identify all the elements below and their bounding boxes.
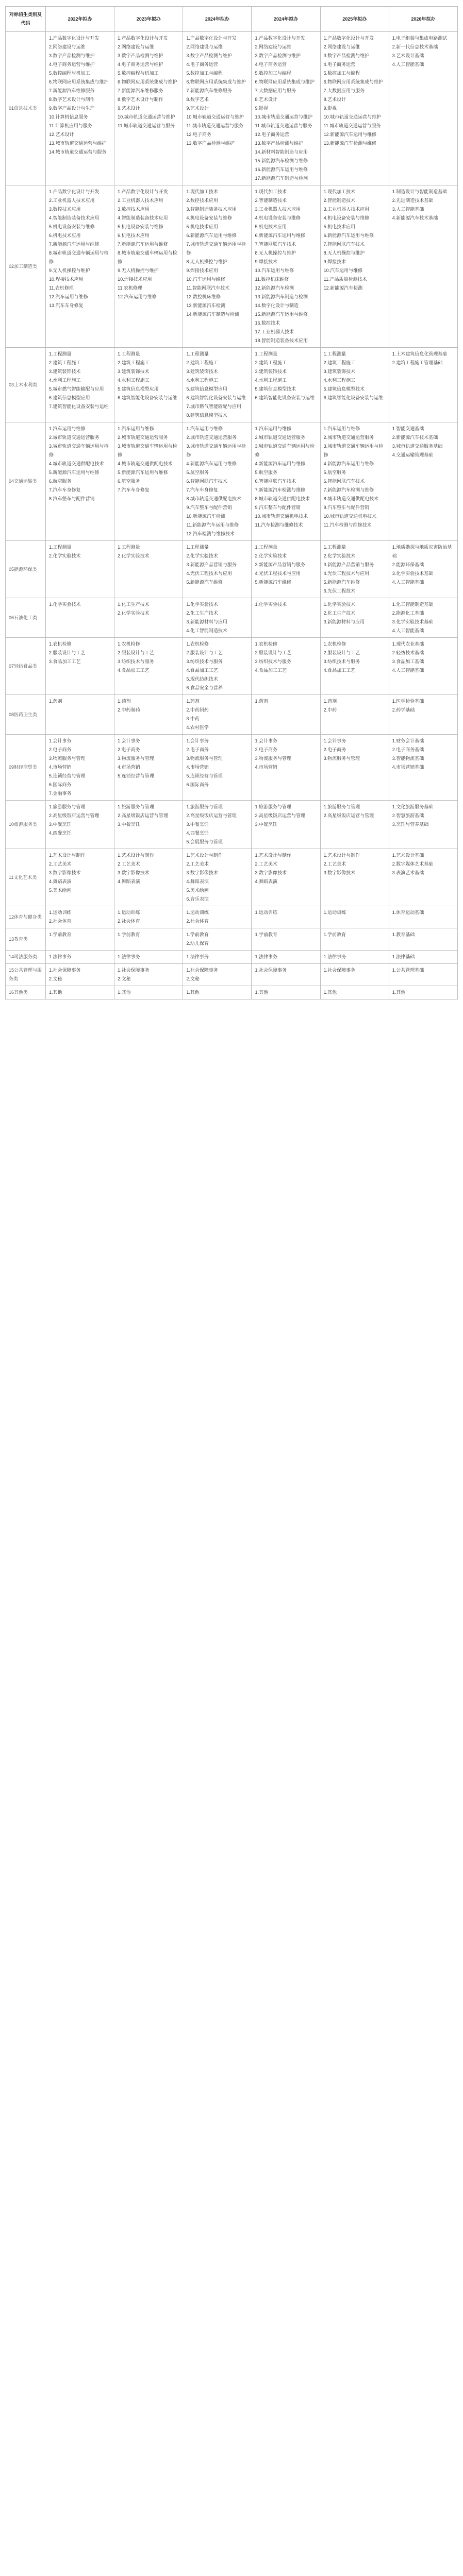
header-year-6: 2026年拟办 [389, 7, 457, 32]
program-cell: 1.化工智能制造基础 2.能源化工基础 3.化学实验技术基础 4.人工智能基础 [389, 598, 457, 638]
header-row [6, 7, 458, 32]
row-category: 15公共管理与服务类 [6, 964, 46, 986]
table-row [6, 735, 458, 801]
program-cell: 1.会计事务 2.电子商务 3.物流服务与管理 4.市场营销 5.连锁经营与管理 6.国际商务 7.金融事务 [46, 735, 114, 801]
row-category: 04交通运输类 [6, 422, 46, 541]
row-category: 10旅游服务类 [6, 801, 46, 849]
program-cell: 1.其他 [183, 986, 252, 999]
program-cell: 1.产品数字化设计与开发 2.网络建设与运维 3.数字产品检测与维护 4.电子商务运营 5.数控加工与编程 6.物联网应用系统集成与维护 7.大数据应用与服务 8.艺术设计 9.影视 10.城市轨道交通运营与维护 11.城市轨道交通运营与服务 12.新能源汽车运用与维修 13.新能源汽车检测与维修 [320, 32, 389, 185]
program-cell: 1.公共管理基础 [389, 964, 457, 986]
program-cell: 1.化工生产技术 2.化学实验技术 [114, 598, 183, 638]
page [0, 0, 463, 1006]
program-cell: 1.工程测量 2.建筑工程施工 3.建筑装饰技术 4.水利工程施工 5.建筑信息模型应用 6.建筑智能化设备安装与运维 7.城市燃气智能输配与应用 8.建筑信息模型技术 [183, 348, 252, 422]
program-cell: 1.学前教育 [114, 928, 183, 951]
row-category: 11文化艺术类 [6, 849, 46, 906]
program-cell: 1.汽车运用与维修 2.城市轨道交通运营服务 3.城市轨道交通车辆运用与检修 4.新能源汽车运用与维修 5.航空服务 6.智能网联汽车技术 7.新能源汽车检测与维修 8.城市轨道交通供配电技术 9.汽车整车与配件营销 10.城市轨道交通机电技术 11.汽车检测与维修技术 [320, 422, 389, 541]
program-table [5, 6, 458, 999]
table-header [6, 7, 458, 32]
program-cell: 1.工程测量 2.化学实验技术 3.新能源产品营销与服务 4.光伏工程技术与应用 5.新能源汽车维修 6.光伏工程技术 [320, 541, 389, 598]
program-cell: 1.农机检修 2.服装设计与工艺 3.纺织技术与服务 4.食品加工工艺 [252, 638, 320, 695]
program-cell: 1.工程测量 2.化学实验技术 [46, 541, 114, 598]
header-year-1: 2022年拟办 [46, 7, 114, 32]
program-cell: 1.农机检修 2.服装设计与工艺 3.纺织技术与服务 4.食品加工工艺 [114, 638, 183, 695]
row-category: 06石油化工类 [6, 598, 46, 638]
program-cell: 1.文化旅游服务基础 2.智慧旅游基础 3.烹饪与营养基础 [389, 801, 457, 849]
program-cell: 1.智能交通基础 2.新能源汽车技术基础 3.城市轨道交通服务基础 4.交通运输管理基础 [389, 422, 457, 541]
program-cell: 1.工程测量 2.建筑工程施工 3.建筑装饰技术 4.水利工程施工 5.城市燃气智能输配与应用 6.建筑信息模型应用 7.建筑智能化设备安装与运维 [46, 348, 114, 422]
row-category: 14司法服务类 [6, 951, 46, 964]
program-cell: 1.化学实验技术 [252, 598, 320, 638]
table-row [6, 986, 458, 999]
table-row [6, 928, 458, 951]
program-cell: 1.工程测量 2.化学实验技术 [114, 541, 183, 598]
table-row [6, 32, 458, 185]
header-year-2: 2023年拟办 [114, 7, 183, 32]
table-row [6, 598, 458, 638]
program-cell: 1.艺术设计与制作 2.工艺美术 3.数字影像技术 [320, 849, 389, 906]
row-category: 12体育与健身类 [6, 906, 46, 928]
program-cell: 1.其他 [46, 986, 114, 999]
program-cell: 1.现代加工技术 2.智能制造技术 3.工业机器人技术应用 4.机电设备安装与维修 5.机电技术应用 6.新能源汽车运用与维修 7.智能网联汽车技术 8.无人机操控与维护 9.焊接技术 10.汽车运用与维修 11.产品质量检测技术 12.新能源汽车检测 [320, 185, 389, 348]
program-cell: 1.学前教育 [46, 928, 114, 951]
program-cell: 1.艺术设计与制作 2.工艺美术 3.数字影像技术 4.舞蹈表演 [252, 849, 320, 906]
program-cell: 1.运动训练 [252, 906, 320, 928]
program-cell: 1.汽车运用与维修 2.城市轨道交通运营服务 3.城市轨道交通车辆运用与检修 4.城市轨道交通供配电技术 5.新能源汽车运用与维修 6.航空服务 7.汽车车身修复 8.汽车整车与配件营销 [46, 422, 114, 541]
program-cell: 1.社会保障事务 2.文秘 [183, 964, 252, 986]
program-cell: 1.药剂 [46, 695, 114, 735]
table-row [6, 348, 458, 422]
table-row [6, 422, 458, 541]
program-cell: 1.教育基础 [389, 928, 457, 951]
row-category: 08医药卫生类 [6, 695, 46, 735]
program-cell: 1.社会保障事务 [320, 964, 389, 986]
program-cell: 1.艺术设计基础 2.数字媒体艺术基础 3.表演艺术基础 [389, 849, 457, 906]
program-cell: 1.产品数字化设计与开发 2.工业机器人技术应用 3.数控技术应用 4.智能制造装备技术应用 5.机电设备安装与维修 6.机电技术应用 7.新能源汽车运用与维修 8.城市轨道交通车辆运用与检修 9.无人机操控与维护 10.焊接技术应用 11.农机修理 12.汽车运用与维修 [114, 185, 183, 348]
table-row [6, 801, 458, 849]
program-cell: 1.汽车运用与维修 2.城市轨道交通运营服务 3.城市轨道交通车辆运用与检修 4.城市轨道交通供配电技术 5.新能源汽车运用与维修 6.航空服务 7.汽车车身修复 [114, 422, 183, 541]
row-category: 05能源环保类 [6, 541, 46, 598]
program-cell: 1.法律事务 [114, 951, 183, 964]
program-cell: 1.产品数字化设计与开发 2.工业机器人技术应用 3.数控技术应用 4.智能制造装备技术应用 5.机电设备安装与维修 6.机电技术应用 7.新能源汽车运用与维修 8.城市轨道交通车辆运用与检修 9.无人机操控与维护 10.焊接技术应用 11.农机修理 12.汽车运用与维修 13.汽车车身修复 [46, 185, 114, 348]
program-cell: 1.其他 [389, 986, 457, 999]
table-row [6, 541, 458, 598]
program-cell: 1.艺术设计与制作 2.工艺美术 3.数字影像技术 4.舞蹈表演 [114, 849, 183, 906]
program-cell: 1.药剂 2.中药制药 [114, 695, 183, 735]
program-cell: 1.化学实验技术 2.化工生产技术 3.新能源材料与应用 [320, 598, 389, 638]
program-cell: 1.运动训练 2.社会体育 [46, 906, 114, 928]
program-cell: 1.会计事务 2.电子商务 3.物流服务与管理 [320, 735, 389, 801]
program-cell: 1.现代加工技术 2.数控技术应用 3.智能制造装备技术应用 4.机电设备安装与维修 5.机电技术应用 6.新能源汽车运用与维修 7.城市轨道交通车辆运用与检修 8.无人机操控与维护 9.焊接技术应用 10.汽车运用与维修 11.智能网联汽车技术 12.数控机床维修 13.新能源汽车检测 14.新能源汽车制造与检测 [183, 185, 252, 348]
program-cell: 1.工程测量 2.建筑工程施工 3.建筑装饰技术 4.水利工程施工 5.建筑信息模型技术 6.建筑智能化设备安装与运维 [320, 348, 389, 422]
program-cell: 1.运动训练 2.社会体育 [114, 906, 183, 928]
program-cell: 1.化学实验技术 2.化工生产技术 3.新能源材料与应用 4.化工智能制造技术 [183, 598, 252, 638]
program-cell: 1.产品数字化设计与开发 2.网络建设与运维 3.数字产品检测与维护 4.电子商务运营与维护 5.数控编程与机加工 6.物联网应用系统集成与维护 7.新能源汽车维修服务 8.数字艺术设计与制作 9.数字产品设计与生产 10.计算机信息服务 11.计算机应用与服务 12.艺术设计 13.城市轨道交通运营与维护 14.城市轨道交通运营与服务 [46, 32, 114, 185]
program-cell: 1.药剂 2.中药 [320, 695, 389, 735]
program-cell: 1.电子组装与集成电路测试 2.新一代信息技术基础 3.艺术设计基础 4.人工智能基础 [389, 32, 457, 185]
table-row [6, 906, 458, 928]
program-cell: 1.其他 [320, 986, 389, 999]
program-cell: 1.学前教育 2.幼儿保育 [183, 928, 252, 951]
program-cell: 1.工程测量 2.建筑工程施工 3.建筑装饰技术 4.水利工程施工 5.建筑信息模型应用 6.建筑智能化设备安装与运维 [114, 348, 183, 422]
program-cell: 1.运动训练 [320, 906, 389, 928]
row-category: 02加工制造类 [6, 185, 46, 348]
program-cell: 1.会计事务 2.电子商务 3.物流服务与管理 4.市场营销 [252, 735, 320, 801]
program-cell: 1.旅游服务与管理 2.高星级饭店运营与管理 3.中餐烹饪 [252, 801, 320, 849]
row-category: 07轻纺食品类 [6, 638, 46, 695]
table-row [6, 964, 458, 986]
program-cell: 1.汽车运用与维修 2.城市轨道交通运营服务 3.城市轨道交通车辆运用与检修 4.新能源汽车运用与维修 5.航空服务 6.智能网联汽车技术 7.新能源汽车检测与维修 8.城市轨道交通供配电技术 9.汽车整车与配件营销 10.城市轨道交通机电技术 11.汽车检测与维修技术 [252, 422, 320, 541]
program-cell: 1.社会保障事务 2.文秘 [114, 964, 183, 986]
program-cell: 1.农机检修 2.服装设计与工艺 3.纺织技术与服务 4.食品加工工艺 [320, 638, 389, 695]
row-category: 01信息技术类 [6, 32, 46, 185]
program-cell: 1.学前教育 [252, 928, 320, 951]
program-cell: 1.其他 [252, 986, 320, 999]
program-cell: 1.工程测量 2.化学实验技术 3.新能源产品营销与服务 4.光伏工程技术与应用 5.新能源汽车维修 [183, 541, 252, 598]
row-category: 16其他类 [6, 986, 46, 999]
table-row [6, 849, 458, 906]
program-cell: 1.学前教育 [320, 928, 389, 951]
header-year-5: 2025年拟办 [320, 7, 389, 32]
program-cell: 1.农机检修 2.服装设计与工艺 3.纺织技术与服务 4.食品加工工艺 5.现代纺织技术 6.食品安全与营养 [183, 638, 252, 695]
program-cell: 1.现代加工技术 2.智能制造技术 3.工业机器人技术应用 4.机电设备安装与维修 5.机电技术应用 6.新能源汽车运用与维修 7.智能网联汽车技术 8.无人机操控与维护 9.焊接技术 10.汽车运用与维修 11.数控机床维修 12.新能源汽车检测 13.新能源汽车制造与检测 14.数字化设计与制造 15.新能源汽车运用与维修 16.数控技术 17.工业机器人技术 18.智能制造装备技术应用 [252, 185, 320, 348]
program-cell: 1.会计事务 2.电子商务 3.物流服务与管理 4.市场营销 5.连锁经营与管理 [114, 735, 183, 801]
program-cell: 1.土木建筑信息化管理基础 2.建筑工程施工管理基础 [389, 348, 457, 422]
program-cell: 1.法律事务 [252, 951, 320, 964]
program-cell: 1.会计事务 2.电子商务 3.物流服务与管理 4.市场营销 5.连锁经营与管理 6.国际商务 [183, 735, 252, 801]
program-cell: 1.艺术设计与制作 2.工艺美术 3.数字影像技术 4.舞蹈表演 5.美术绘画 6.音乐表演 [183, 849, 252, 906]
row-category: 13教育类 [6, 928, 46, 951]
program-cell: 1.艺术设计与制作 2.工艺美术 3.数字影像技术 4.舞蹈表演 5.美术绘画 [46, 849, 114, 906]
program-cell: 1.医学检验基础 2.药学基础 [389, 695, 457, 735]
program-cell: 1.化学实验技术 [46, 598, 114, 638]
program-cell: 1.药剂 2.中药制药 3.中药 4.农村医学 [183, 695, 252, 735]
program-cell: 1.法律事务 [183, 951, 252, 964]
header-category: 对标招生类别及代码 [6, 7, 46, 32]
header-year-3: 2024年拟办 [183, 7, 252, 32]
table-body [6, 32, 458, 999]
row-category: 03土木水利类 [6, 348, 46, 422]
program-cell: 1.旅游服务与管理 2.高星级饭店运营与管理 3.中餐烹饪 4.西餐烹饪 5.会展服务与管理 [183, 801, 252, 849]
program-cell: 1.体育运动基础 [389, 906, 457, 928]
table-row [6, 638, 458, 695]
program-cell: 1.运动训练 2.社会体育 [183, 906, 252, 928]
program-cell: 1.工程测量 2.化学实验技术 3.新能源产品营销与服务 4.光伏工程技术与应用 5.新能源汽车维修 [252, 541, 320, 598]
table-row [6, 185, 458, 348]
program-cell: 1.产品数字化设计与开发 2.网络建设与运维 3.数字产品检测与维护 4.电子商务运营 5.数控加工与编程 6.物联网应用系统集成与维护 7.新能源汽车维修服务 8.数字艺术 9.艺术设计 10.城市轨道交通运营与维护 11.城市轨道交通运营与服务 12.电子商务 13.数字产品检测与维护 [183, 32, 252, 185]
program-cell: 1.汽车运用与维修 2.城市轨道交通运营服务 3.城市轨道交通车辆运用与检修 4.新能源汽车运用与维修 5.航空服务 6.智能网联汽车技术 7.汽车车身修复 8.城市轨道交通供配电技术 9.汽车整车与配件营销 10.新能源汽车检测 11.新能源汽车运用与维修 12.汽车检测与维修技术 [183, 422, 252, 541]
program-cell: 1.地质勘探与地质灾害防治基础 2.能源环保基础 3.化学实验技术基础 4.人工智能基础 [389, 541, 457, 598]
program-cell: 1.旅游服务与管理 2.高星级饭店运营与管理 [320, 801, 389, 849]
program-cell: 1.财务会计基础 2.电子商务基础 3.智能物流基础 4.市场营销基础 [389, 735, 457, 801]
program-cell: 1.农机检修 2.服装设计与工艺 3.食品加工工艺 [46, 638, 114, 695]
program-cell: 1.药剂 [252, 695, 320, 735]
program-cell: 1.社会保障事务 [252, 964, 320, 986]
program-cell: 1.现代农业基础 2.轻纺技术基础 3.食品加工基础 4.人工智能基础 [389, 638, 457, 695]
program-cell: 1.工程测量 2.建筑工程施工 3.建筑装饰技术 4.水利工程施工 5.建筑信息模型技术 6.建筑智能化设备安装与运维 [252, 348, 320, 422]
row-category: 09财经商贸类 [6, 735, 46, 801]
table-row [6, 951, 458, 964]
program-cell: 1.社会保障事务 2.文秘 [46, 964, 114, 986]
program-cell: 1.产品数字化设计与开发 2.网络建设与运维 3.数字产品检测与维护 4.电子商务运营与维护 5.数控编程与机加工 6.物联网应用系统集成与维护 7.新能源汽车维修服务 8.数字艺术设计与制作 9.艺术设计 10.城市轨道交通运营与维护 11.城市轨道交通运营与服务 [114, 32, 183, 185]
program-cell: 1.制造设计与智能制造基础 2.先进制造技术基础 3.人工智能基础 4.新能源汽车技术基础 [389, 185, 457, 348]
program-cell: 1.旅游服务与管理 2.高星级饭店运营与管理 3.中餐烹饪 4.西餐烹饪 [46, 801, 114, 849]
header-year-4: 2024年拟办 [252, 7, 320, 32]
program-cell: 1.其他 [114, 986, 183, 999]
program-cell: 1.法律事务 [46, 951, 114, 964]
program-cell: 1.法律基础 [389, 951, 457, 964]
table-row [6, 695, 458, 735]
program-cell: 1.旅游服务与管理 2.高星级饭店运营与管理 3.中餐烹饪 [114, 801, 183, 849]
program-cell: 1.产品数字化设计与开发 2.网络建设与运维 3.数字产品检测与维护 4.电子商务运营 5.数控加工与编程 6.物联网应用系统集成与维护 7.大数据应用与服务 8.艺术设计 9.影视 10.城市轨道交通运营与维护 11.城市轨道交通运营与服务 12.电子商务运营 13.数字产品检测与维护 14.新材料智能制造与应用 15.新能源汽车检测与维修 16.新能源汽车运用与维修 17.新能源汽车制造与检测 [252, 32, 320, 185]
program-cell: 1.法律事务 [320, 951, 389, 964]
